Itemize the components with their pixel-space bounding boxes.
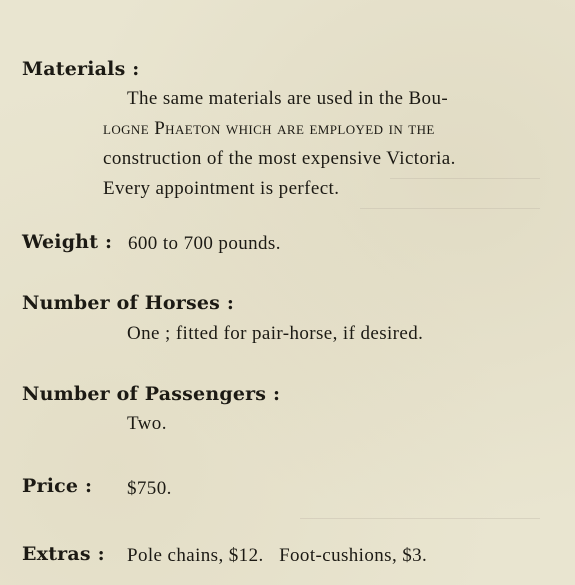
price-heading: Price :	[22, 475, 93, 497]
price-value: $750.	[127, 478, 172, 499]
extras-heading: Extras :	[22, 543, 105, 565]
materials-heading: Materials :	[22, 58, 140, 80]
horses-value: One ; fitted for pair-horse, if desired.	[127, 323, 424, 344]
materials-line-4: Every appointment is perfect.	[103, 178, 340, 199]
materials-line-1: The same materials are used in the Bou-	[127, 88, 449, 109]
weight-heading: Weight :	[22, 231, 113, 253]
extras-value: Pole chains, $12. Foot-cushions, $3.	[127, 545, 428, 566]
materials-line-2: logne Phaeton which are employed in the	[103, 118, 435, 139]
materials-line-3: construction of the most expensive Victoria.	[103, 148, 456, 169]
horses-heading: Number of Horses :	[22, 292, 235, 314]
weight-value: 600 to 700 pounds.	[128, 233, 281, 254]
passengers-value: Two.	[127, 413, 167, 434]
materials-paragraph	[103, 84, 557, 204]
passengers-heading: Number of Passengers :	[22, 383, 281, 405]
